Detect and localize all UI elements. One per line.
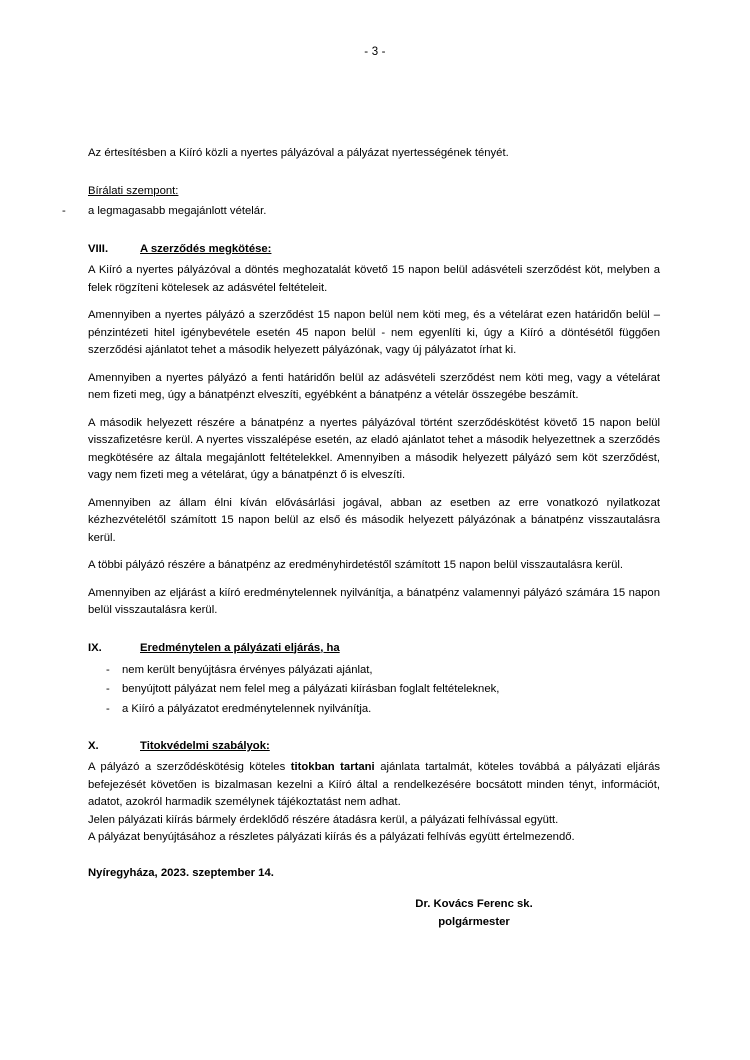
criteria-item [62,203,660,221]
signer-title: polgármester [438,915,510,928]
signer-name: Dr. Kovács Ferenc sk. [415,898,533,911]
dash-marker: - [106,683,110,696]
dash-marker: - [62,205,66,217]
document-body [62,145,660,931]
secrecy-emphasis: titokban tartani [290,761,375,774]
secrecy-text-part1: A pályázó a szerződéskötésig köteles [88,761,291,774]
section-viii-paragraph-3: Amennyiben a nyertes pályázó a fenti határidőn belül az adásvételi szerződést nem köti meg, vagy a vételárat nem fizeti meg, úgy a bánatpénzt elveszíti, egyébként a bánatpénz a vételár összegébe beszámít. [88,371,660,401]
section-heading-ix [88,640,660,658]
criteria-item-text: a legmagasabb megajánlott vételár. [88,205,267,217]
section-x-paragraph-1: Jelen pályázati kiírás bármely érdeklődő részére átadásra kerül, a pályázati felhívással együtt. [88,813,559,826]
section-title-ix: Eredménytelen a pályázati eljárás, ha [140,641,340,654]
intro-paragraph: Az értesítésben a Kiíró közli a nyertes pályázóval a pályázat nyertességének tényét. [88,147,509,159]
signature-block [88,896,660,931]
section-number-viii: VIII. [88,242,109,255]
section-viii-paragraph-1: A Kiíró a nyertes pályázóval a döntés meghozatalát követő 15 napon belül adásvételi szerződést köt, melyben a felek rögzíteni kötelesek az adásvétel feltételeit. [88,264,660,294]
section-viii-paragraph-5: Amennyiben az állam élni kíván elővásárlási jogával, abban az esetben az erre vonatkozó nyilatkozat kézhezvételétől számított 15 napon belül az első és második helyezett pályázónak a bánatpénz visszautalásra kerül. [88,496,660,544]
page-number: - 3 - [364,46,386,58]
section-viii-paragraph-2: Amennyiben a nyertes pályázó a szerződést 15 napon belül nem köti meg, és a vételárat ezen határidőn belül – pénzintézeti hitel igénybevétele esetén 45 napon belül - nem egyenlíti ki, úgy a Kiíró a döntésétől függően szerződési ajánlatot tehet a második helyezett pályázónak, vagy új pályázatot írhat ki. [88,309,660,356]
place-and-date: Nyíregyháza, 2023. szeptember 14. [88,866,274,879]
section-title-viii: A szerződés megkötése: [140,242,272,255]
dash-marker: - [106,702,110,715]
list-item-text: nem került benyújtásra érvényes pályázati ajánlat, [122,664,373,676]
list-item [106,680,660,698]
secrecy-text-part2: ajánlata tartalmát, köteles továbbá a pályázati eljárás befejezését követően is bizalmasan kezelni a Kiíró által a rendelkezésére bocsátott minden tényt, információt, adatot, azokról harmadik személynek tájékoztatást nem adhat. [88,761,660,809]
section-x-secrecy-paragraph [88,759,660,812]
list-item [106,700,660,718]
list-item-text: a Kiíró a pályázatot eredménytelennek nyilvánítja. [122,702,372,715]
spacer [88,231,660,241]
section-ix-list [88,661,660,718]
section-title-x: Titokvédelmi szabályok: [140,739,270,752]
section-x-paragraph-2: A pályázat benyújtásához a részletes pályázati kiírás és a pályázati felhívás együtt értelmezendő. [88,831,575,844]
section-heading-viii [88,241,660,259]
spacer [88,728,660,738]
section-viii-paragraph-7: Amennyiben az eljárást a kiíró eredménytelennek nyilvánítja, a bánatpénz valamennyi pályázó számára 15 napon belül visszautalásra kerül. [88,586,660,616]
dash-marker: - [106,664,110,676]
section-number-x: X. [88,739,99,752]
section-number-ix: IX. [88,641,102,654]
criteria-title: Bírálati szempont: [88,184,179,197]
section-viii-paragraph-6: A többi pályázó részére a bánatpénz az eredményhirdetéstől számított 15 napon belül visszautalásra kerül. [88,559,624,571]
list-item [106,661,660,679]
list-item-text: benyújtott pályázat nem felel meg a pályázati kiírásban foglalt feltételeknek, [122,683,500,696]
spacer [88,173,660,183]
spacer [88,630,660,640]
section-heading-x [88,738,660,756]
section-viii-paragraph-4: A második helyezett részére a bánatpénz a nyertes pályázóval történt szerződéskötést követő 15 napon belül visszafizetésre kerül. A nyertes visszalépése esetén, az eladó ajánlatot tehet a második helyezettnek a szerződés megkötésére az általa megajánlott feltételekkel. Amennyiben a második helyezett pályázó sem köt szerződést, vagy nem fizeti meg a vételárat, úgy a bánatpénzt ő is elveszíti. [88,416,660,481]
